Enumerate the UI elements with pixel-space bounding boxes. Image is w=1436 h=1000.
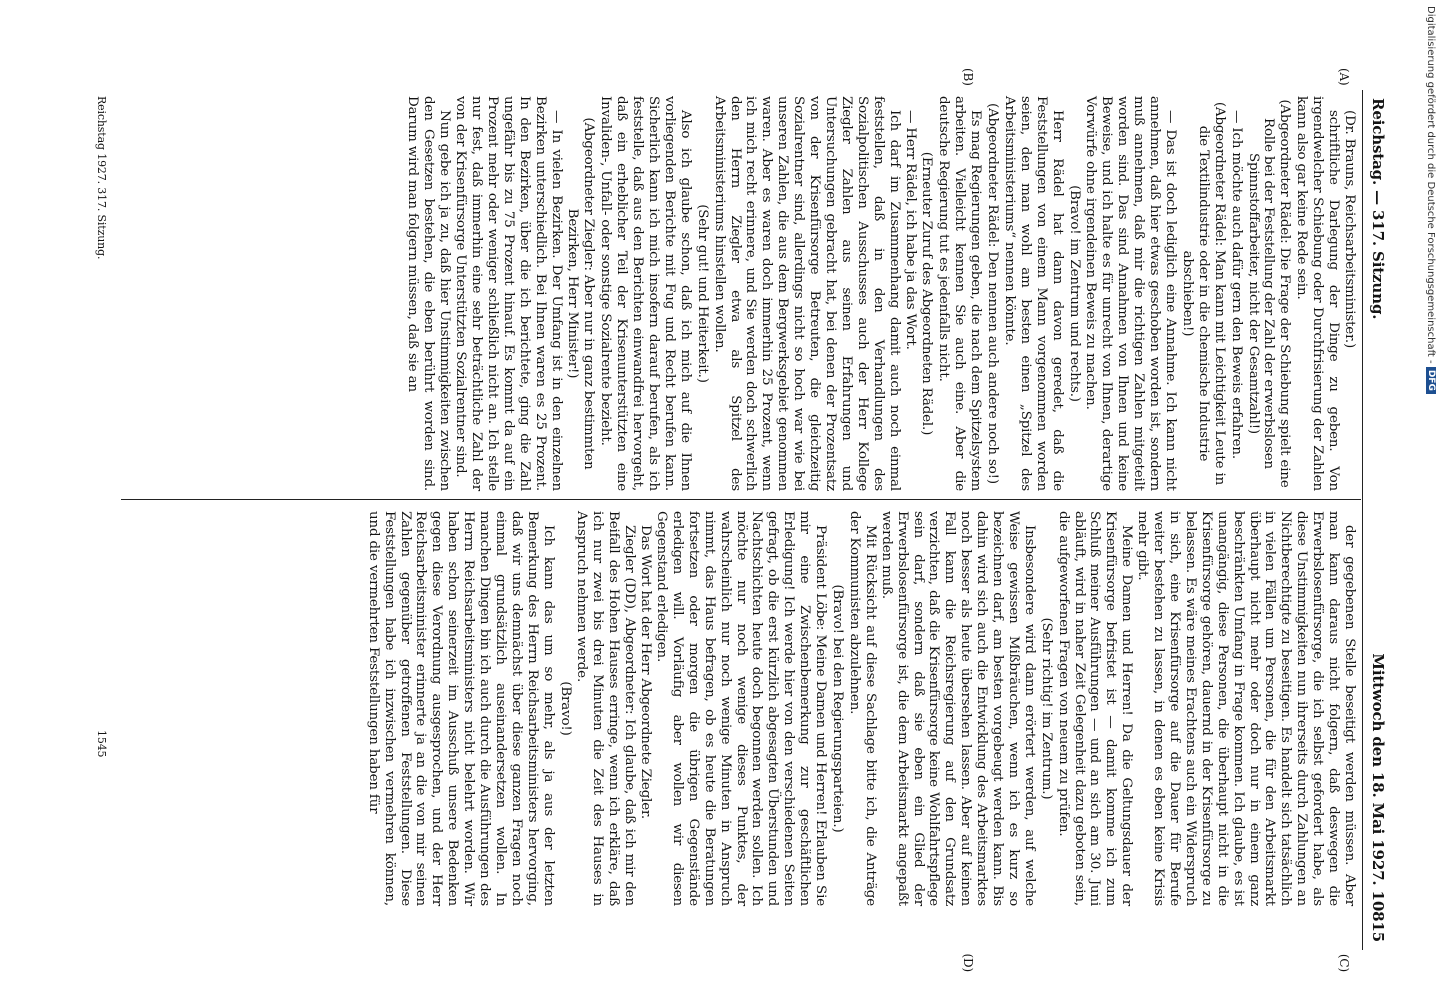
paragraph: Ich kann das um so mehr, als ja aus der letzten Bemerkung des Herrn Reichsarbeitsministers hervorging, daß wir uns demnächst über diese ganzen Fragen noch einmal grundsätzlich auseinandersetzen wollen. In manchen Dingen bin ich auch durch die Ausführungen des Herrn Reichsarbeitsministers nicht belehrt worden. Wir haben schon seinerzeit im Ausschuß unsere Bedenken gegen diese Verordnung ausgesprochen, und der Herr Reichsarbeitsminister erinnerte ja an die von mir seinen Zahlen gegenüber getroffenen Feststellungen. Diese Feststellungen habe ich inzwischen vermehren können, und die vermehrten Feststellungen haben für [365,511,556,906]
paragraph: — Herr Rädel, ich habe ja das Wort. [902,110,918,350]
interjection: (Bravo!) [557,681,573,736]
interjection: (Bravo! bei den Regierungsparteien.) [830,584,845,833]
paragraph: Das Wort hat der Herr Abgeordnete Ziegler. [638,525,654,819]
paragraph: Präsident Löbe: Meine Damen und Herren! Erlauben Sie mir eine Zwischenbemerkung zur geschäftlichen Erledigung! Ich werde hier von den verschiedenen Seiten gefragt, ob die erst kürzlich abgesagten Überstunden und Nachtschichten heute doch begonnen werden sollen. Ich möchte nur noch wenige dieses Punktes, der wahrscheinlich nur noch wenige Minuten in Anspruch nimmt, das Haus befragen, ob es heute die Beratungen fortsetzen oder morgen die übrigen Gegenstände erledigen will. Vorläufig aber wollen wir diesen Gegenstand erledigen. [654,511,829,906]
interjection: (Sehr gut! und Heiterkeit.) [694,204,710,383]
rotated-page-content [85,68,1387,972]
margin-mark-a: (A) [1337,68,1351,86]
paragraph: Es mag Regierungen geben, die nach dem Spitzelsystem arbeiten. Vielleicht kennen Sie auch eine. Aber die deutsche Regierung tut es jedenfalls nicht. [936,96,984,491]
column-divider [121,499,1361,500]
running-header-right: Mittwoch den 18. Mai 1927. 10815 [1369,653,1387,942]
paragraph: Meine Damen und Herren! Da die Geltungsdauer der Krisenfürsorge befristet ist — damit komme ich zum Schluß meiner Ausführungen — und an sich am 30. Juni abläuft, wird in naher Zeit Gelegenheit dazu geboten sein, die aufgeworfenen Fragen von neuem zu prüfen. [1055,511,1135,906]
interjection: (Abgeordneter Ziegler: Aber nur in ganz bestimmten Bezirken, Herr Minister!) [565,117,597,470]
header-rule [1362,90,1363,950]
interjection: (Erneuter Zuruf des Abgeordneten Rädel.) [919,151,935,436]
margin-mark-c: (C) [1337,953,1351,972]
paragraph: Also ich glaube schon, daß ich mich auf die Ihnen vorliegenden Berichte mit Fug und Recht berufen kann. Sicherlich kann ich mich insofern darauf berufen, als ich feststelle, daß aus den Berichten einwandfrei hervorgeht, daß ein erheblicher Teil der Krisenunterstützten eine Invaliden-, Unfall- oder sonstige Sozialrente bezieht. [598,96,693,491]
footer-right: 1545 [94,730,108,758]
paragraph: Ich darf im Zusammenhang damit auch noch einmal feststellen, daß in den Verhandlungen des Sozialpolitischen Ausschusses auch der Herr Kollege Ziegler Zahlen aus seinen Erfahrungen und Untersuchungen gebracht hat, bei denen der Prozentsatz von der Krisenfürsorge Betreuten, die gleichzeitig Sozialrentner sind, allerdings nicht so hoch war wie bei unseren Zahlen, die aus dem Bergwerksgebiet genommen waren. Aber es waren doch immerhin 25 Prozent, wenn ich mich recht erinnere, und Sie werden doch schwerlich den Herrn Ziegler etwa als Spitzel des Arbeitsministeriums hinstellen wollen. [711,96,902,491]
margin-mark-b: (B) [961,68,975,86]
left-text-column [405,96,1357,491]
interjection: (Abgeordneter Rädel: Die Frage der Schiebung spielt eine Rolle bei der Feststellung der Zahl der erwerbslosen Spinnstoffarbeiter, nicht der Gesamtzahl!) [1245,99,1293,488]
running-header-left: Reichstag. — 317. Sitzung. [1369,98,1387,320]
paragraph: Mit Rücksicht auf diese Sachlage bitte ich, die Anträge der Kommunisten abzulehnen. [846,511,878,906]
paragraph: — Das ist doch lediglich eine Annahme. Ich kann nicht annehmen, daß hier etwas geschoben worden ist, sondern muß annehmen, daß mir die richtigen Zahlen mitgeteilt worden sind. Das sind Annahmen von Ihnen und keine Beweise, und ich halte es für unrecht von Ihnen, derartige Vorwürfe ohne irgendeinen Beweis zu machen. [1083,96,1179,491]
interjection: (Abgeordneter Rädel: Man kann mit Leichtigkeit Leute in die Textilindustrie oder in die chemische Industrie abschieben!) [1179,101,1227,486]
paragraph: Ziegler (DD), Abgeordneter: Ich glaube, daß ich mir den Beifall des Hohen Hauses erringe, wenn ich erkläre, daß ich nur zwei bis drei Minuten die Zeit des Hauses in Anspruch nehmen werde. [574,511,638,906]
paragraph: Nun gebe ich ja zu, daß hier Unstimmigkeiten zwischen den Gesetzen bestehen, die eben berührt worden sind. Darum wird man folgern müssen, daß sie an [405,96,453,491]
paragraph: der gegebenen Stelle beseitigt werden müssen. Aber man kann daraus nicht folgern, daß deswegen die Erwerbslosenfürsorge, die ich selbst gefordert habe, als diese Unstimmigkeiten nun ihrerseits durch Zahlungen an Nichtberechtigte zu beseitigen. Es handelt sich tatsächlich in vielen Fällen um Personen, die für den Arbeitsmarkt überhaupt nicht mehr oder doch nur in einem ganz beschränkten Umfang in Frage kommen. Ich glaube, es ist unangängig, diese Personen, die überhaupt nicht in die Krisenfürsorge gehören, dauernd in der Krisenfürsorge zu belassen. Es wäre meines Erachtens auch ein Widerspruch in sich, eine Krisenfürsorge auf die Dauer für Berufe weiter bestehen zu lassen, in denen es eben keine Krisis mehr gibt. [1135,511,1357,906]
right-text-column [365,511,1357,906]
paragraph: — In vielen Bezirken. Der Umfang ist in den einzelnen Bezirken unterschiedlich. Bei Ihnen waren es 25 Prozent. In den Bezirken, über die ich berichtete, ging die Zahl ungefähr bis zu 75 Prozent hinauf. Es kommt da auf ein Prozent mehr oder weniger schließlich nicht an. Ich stelle nur fest, daß immerhin eine sehr beträchtliche Zahl der von der Krisenfürsorge Unterstützten Sozialrentner sind. [453,96,564,491]
paragraph: Herr Rädel hat dann davon geredet, daß die Feststellungen von einem Mann vorgenommen worden seien, den man wohl am besten einen „Spitzel des Arbeitsministeriums“ nennen könnte. [1001,96,1065,491]
dfg-logo: DFG [1426,367,1436,394]
interjection: (Sehr richtig! im Zentrum.) [1038,617,1054,800]
interjection: (Bravo! im Zentrum und rechts.) [1066,185,1082,402]
margin-mark-d: (D) [961,953,975,972]
credit-text: Digitalisierung gefördert durch die Deutsche Forschungsgemeinschaft - [1425,6,1436,364]
footer-left: Reichstag 1927. 317. Sitzung. [94,96,108,260]
paragraph: Insbesondere wird dann erörtert werden, auf welche Weise gewissen Mißbräuchen, wenn ich es kurz so bezeichnen darf, am besten vorgebeugt werden kann. Bis dahin wird sich auch die Entwicklung des Arbeitsmarktes noch besser als heute übersehen lassen. Aber auf keinen Fall kann die Reichsregierung auf den Grundsatz verzichten, daß die Krisenfürsorge keine Wohlfahrtspflege sein darf, sondern daß sie eben ein Glied der Erwerbslosenfürsorge ist, die dem Arbeitsmarkt angepaßt werden muß. [878,511,1037,906]
speaker-line: (Dr. Brauns, Reichsarbeitsminister.) [1342,110,1357,349]
paragraph: schriftliche Darlegung der Dinge zu geben. Von irgendwelcher Schiebung oder Durchfrisierung der Zahlen kann also gar keine Rede sein. [1294,96,1342,491]
digitization-credit [1420,6,1436,706]
interjection: (Abgeordneter Rädel: Den nennen auch andere noch so!) [985,103,1001,484]
paragraph: — Ich möchte auch dafür gern den Beweis erfahren. [1228,110,1244,460]
